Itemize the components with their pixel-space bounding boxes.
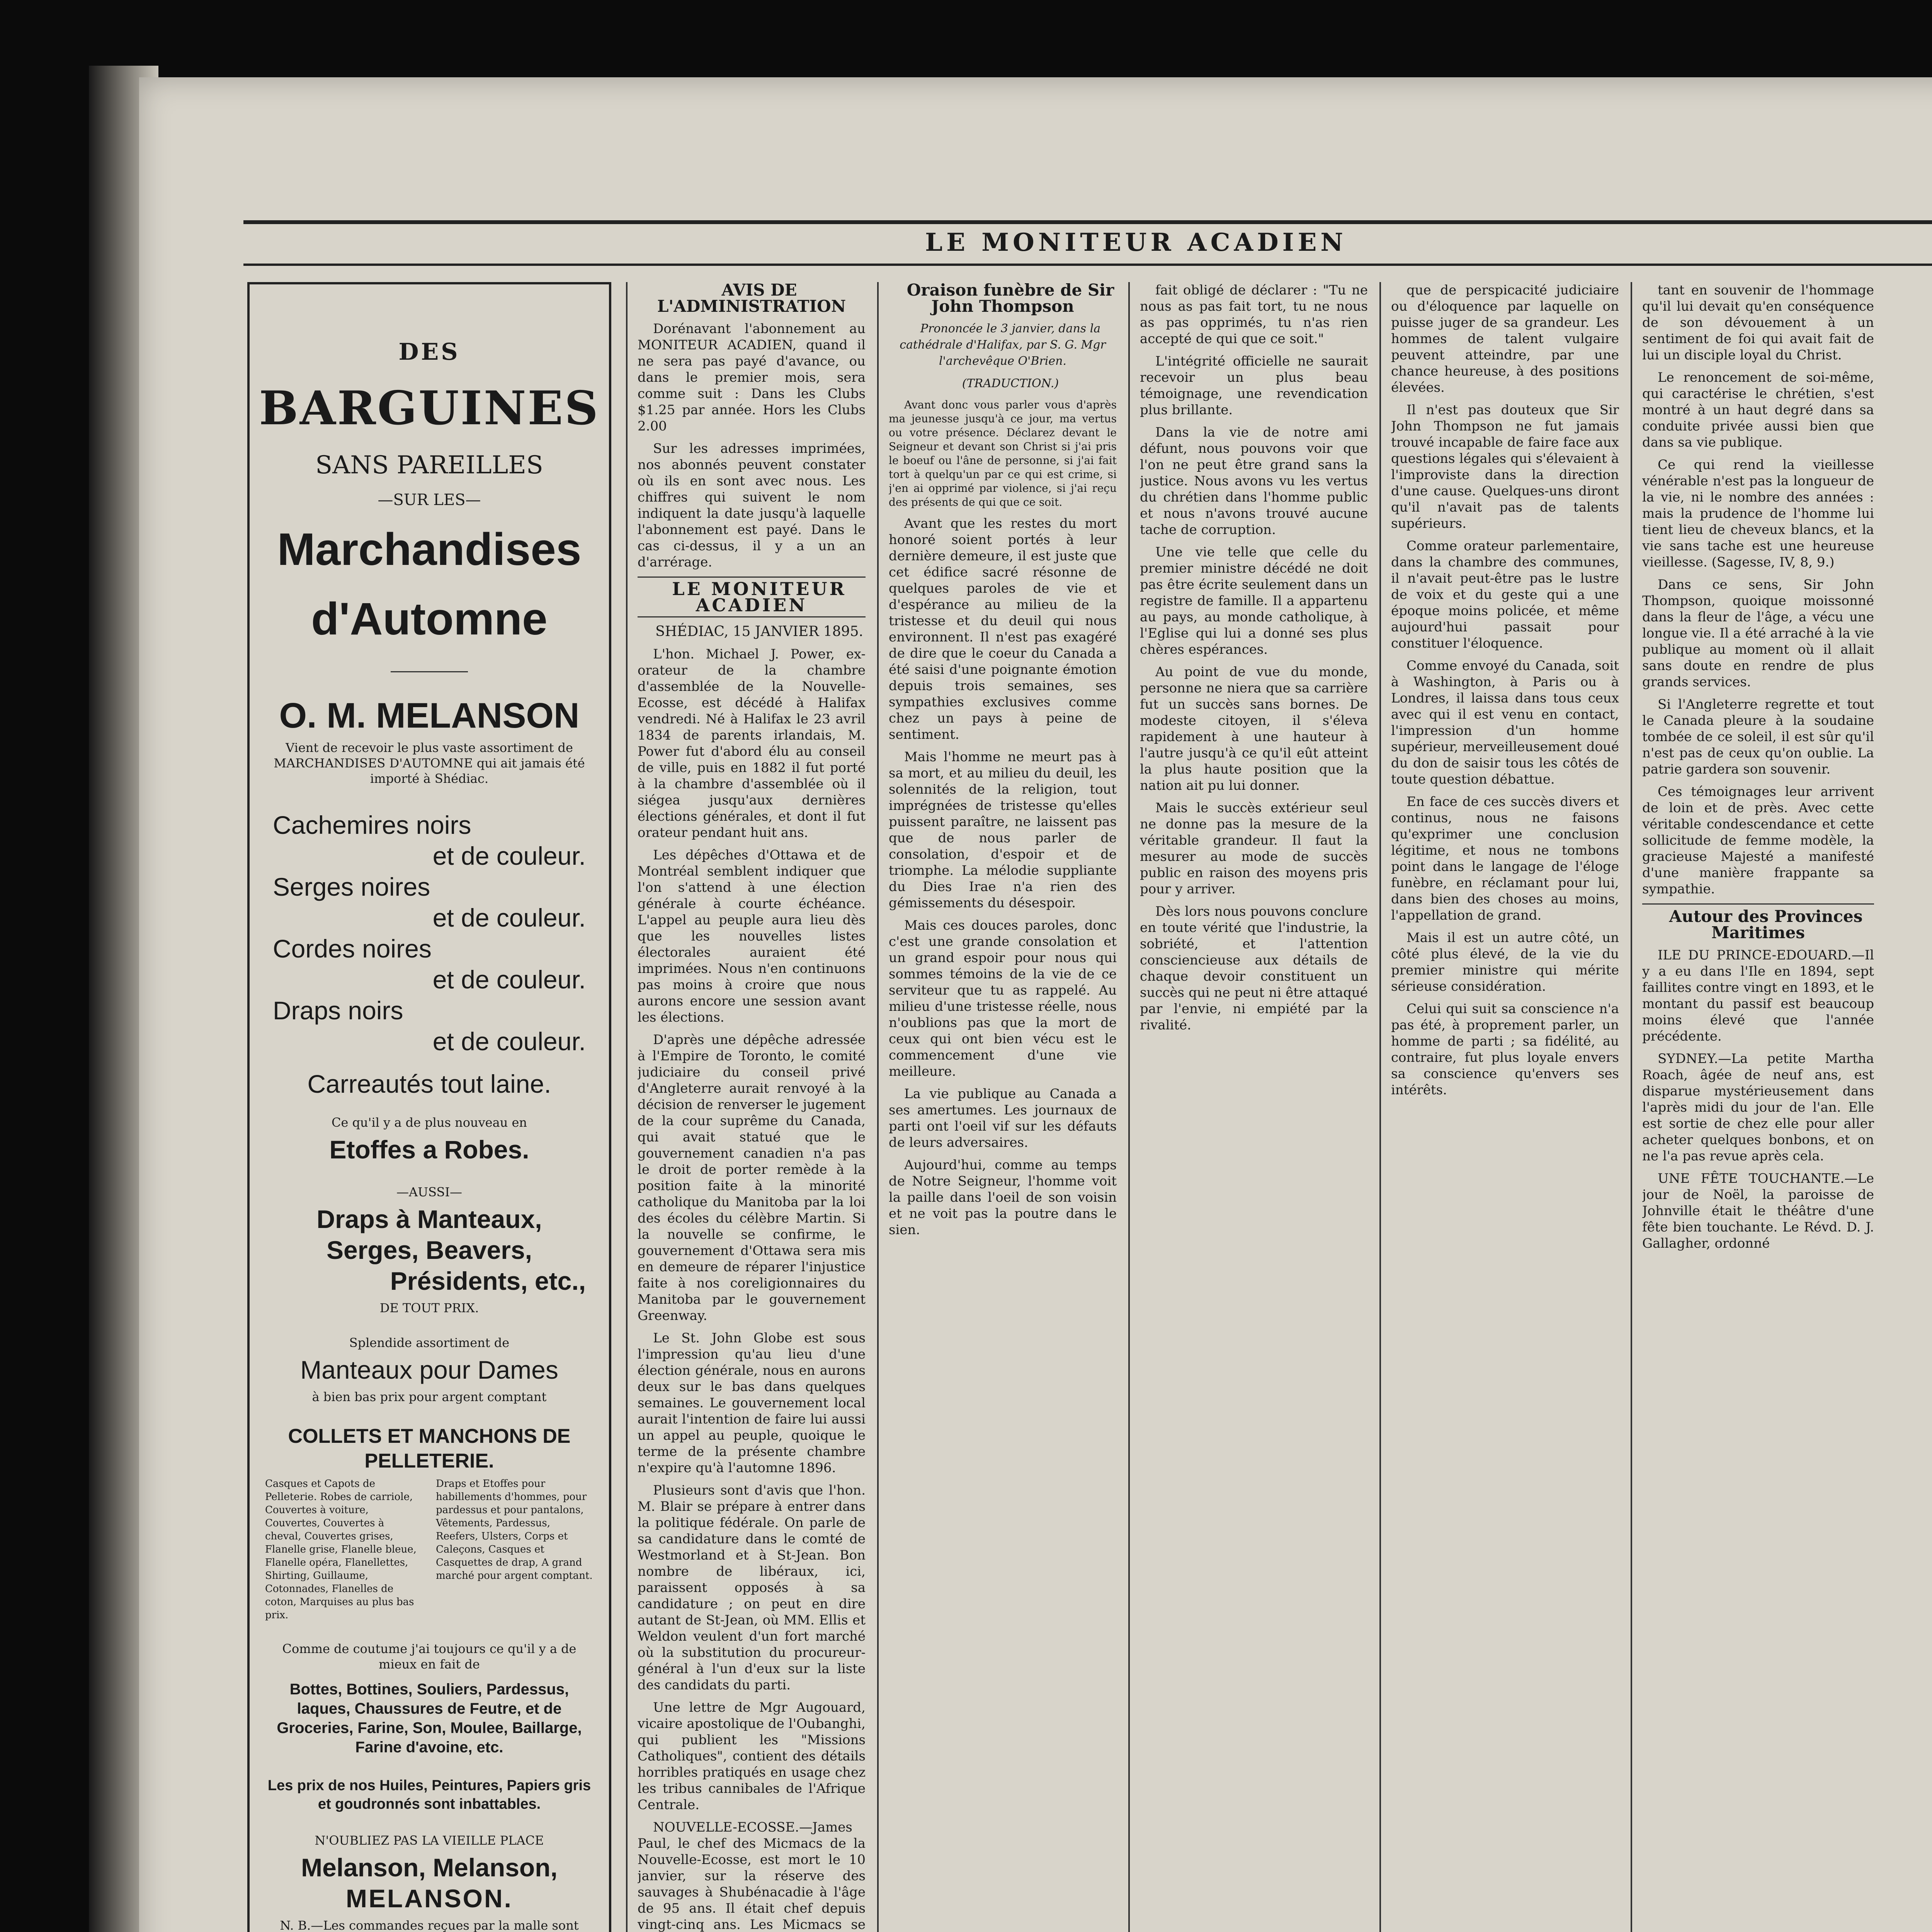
masthead-rule-bottom <box>243 264 1932 266</box>
oraison-traduction: (TRADUCTION.) <box>962 377 1059 390</box>
col4-paragraph-4: Une vie telle que celle du premier ministre décédé ne doit pas être écrite seulement dans un registre de famille. Il a appartenu au pays, au monde catholique, à l'Eglise qui lui a donné ses plus chères espérances. <box>1140 544 1368 657</box>
ad-cordes: Cordes noires <box>273 934 432 963</box>
ad-etoffes: Etoffes a Robes. <box>329 1135 529 1164</box>
col4-paragraph-6: Mais le succès extérieur seul ne donne pas la mesure de la véritable grandeur. Il faut la mesurer au mode de succès public en raison des moyens pris pour y arriver. <box>1140 800 1368 897</box>
column-5 <box>1391 282 1619 1932</box>
ad-nouveau: Ce qu'il y a de plus nouveau en <box>331 1115 527 1130</box>
ad-divider <box>391 671 468 672</box>
ad-collets: COLLETS ET MANCHONS DE PELLETERIE. <box>288 1425 571 1472</box>
col6-paragraph-2: Le renoncement de soi-même, qui caractérise le chrétien, s'est montré à un haut degré dans sa conduite privée aussi bien que dans sa vie publique. <box>1642 370 1874 450</box>
col2-paragraph-2: Les dépêches d'Ottawa et de Montréal semblent indiquer que l'on s'attend à une élection générale à courte échéance. L'appel au peuple aura lieu dès que les nouvelles listes électorales auraient été imprimées. Nous n'en continuons pas moins à croire que nous aurons encore une session avant les élections. <box>638 847 866 1025</box>
col2-paragraph-5: Plusieurs sont d'avis que l'hon. M. Blair se prépare à entrer dans la politique fédérale. On parle de sa candidature dans le comté de Westmorland et à St-Jean. Bon nombre de libéraux, ici, paraissent opposés à sa candidature ; on peut en dire autant de St-Jean, où MM. Ellis et Weldon veulent d'un fort marché où la substitution du procureur-général à l'un d'eux sur la liste des candidats du parti. <box>638 1483 866 1693</box>
oraison-subheading: Prononcée le 3 janvier, dans la cathédrale d'Halifax, par S. G. Mgr l'archevêque O'Brien. <box>900 322 1106 368</box>
ad-melanson-1: Melanson, Melanson, <box>301 1853 558 1882</box>
ad-sans-pareilles: SANS PAREILLES <box>315 451 543 480</box>
inner-masthead: LE MONITEUR ACADIEN <box>638 577 866 617</box>
ad-serges: Serges noires <box>273 872 430 901</box>
ad-presidents: Présidents, etc., <box>390 1267 586 1295</box>
ad-automne: d'Automne <box>311 594 548 645</box>
ad-huiles: Les prix de nos Huiles, Peintures, Papiers gris et goudronnés sont inbattables. <box>267 1777 591 1812</box>
col4-paragraph-2: L'intégrité officielle ne saurait recevoir un plus beau témoignage, une revendication plus brillante. <box>1140 354 1368 418</box>
col6-paragraph-5: Si l'Angleterre regrette et tout le Canada pleure à la soudaine tombée de ce soleil, il est sûr qu'il n'est pas de ceux qu'on oublie. La patrie gardera son souvenir. <box>1642 697 1874 777</box>
col2-paragraph-1: L'hon. Michael J. Power, ex-orateur de la chambre d'assemblée de la Nouvelle-Ecosse, est décédé à Halifax vendredi. Né à Halifax le 23 avril 1834 de parents irlandais, M. Power fut d'abord élu au conseil de ville, puis en 1882 il fut porté à la chambre d'assemblée où il siégea jusqu'aux dernières élections générales, et dont il fut orateur pendant huit ans. <box>638 646 866 840</box>
ad-draps: Draps noirs <box>273 996 403 1025</box>
col4-paragraph-1: fait obligé de déclarer : "Tu ne nous as pas fait tort, tu ne nous as pas opprimés, tu n'as rien accepté de qui que ce soit." <box>1140 282 1368 347</box>
col3-paragraph-6: Aujourd'hui, comme au temps de Notre Seigneur, l'homme voit la paille dans l'oeil de son voisin et ne voit pas la poutre dans le sien. <box>889 1157 1117 1238</box>
dateline: SHÉDIAC, 15 JANVIER 1895. <box>655 624 863 639</box>
ad-bas-prix: à bien bas prix pour argent comptant <box>312 1389 547 1404</box>
ad-manteaux: Manteaux pour Dames <box>300 1355 558 1384</box>
col5-paragraph-4: Comme envoyé du Canada, soit à Washington, à Paris ou à Londres, il laissa dans tous ceux avec qui il est venu en contact, l'impression d'un homme supérieur, merveilleusement doué du don de saisir tous les côtés de toute question débattue. <box>1391 658 1619 787</box>
ad-list-left: Casques et Capots de Pelleterie. Robes de carriole, Couvertes à voiture, Couvertes, Couvertes à cheval, Couvertes grises, Flanelle grise, Flanelle bleue, Flanelle opéra, Flanellettes, Shirting, Guillaume, Cotonnades, Flanelles de coton, Marquises au plus bas prix. <box>265 1478 417 1621</box>
column-3 <box>889 282 1117 1932</box>
col3-paragraph-2: Avant que les restes du mort honoré soient portés à leur dernière demeure, il est juste que cet édifice sacré résonne de quelques paroles de vie et d'espérance au milieu de la tristesse et du deuil qui nous environnent. Il n'est pas exagéré de dire que le coeur du Canada a été saisi d'une poignante émotion depuis trois semaines, ses sympathies exclusives comme chez un pays à peine de sentiment. <box>889 516 1117 742</box>
column-rule-1 <box>626 282 628 1932</box>
ad-list-right: Draps et Etoffes pour habillements d'hommes, pour pardessus et pour pantalons, Vêtements, Pardessus, Reefers, Ulsters, Corps et Caleçons, Casques et Casquettes de drap, A grand marché pour argent comptant. <box>436 1478 593 1582</box>
ad-comme: Comme de coutume j'ai toujours ce qu'il y a de mieux en fait de <box>282 1641 577 1672</box>
ad-aussi: —AUSSI— <box>396 1185 462 1199</box>
col2-paragraph-7: NOUVELLE-ECOSSE.—James Paul, le chef des Micmacs de la Nouvelle-Ecosse, est mort le 10 janvier, sur la réserve des sauvages à Shubénacadie à l'âge de 95 ans. Il était chef depuis vingt-cinq ans. Les Micmacs se <box>638 1820 866 1932</box>
col3-paragraph-4: Mais ces douces paroles, donc c'est une grande consolation et un grand espoir pour nous qui sommes témoins de la vie de ce serviteur que tu as rappelé. Au milieu d'une tristesse réelle, nous n'oublions pas que la mort de ceux qui ont bien vécu est le commencement d'une vie meilleure. <box>889 918 1117 1079</box>
ad-serges-beavers: Serges, Beavers, <box>326 1236 532 1264</box>
column-rule-2 <box>877 282 879 1932</box>
ad-couleur-1: et de couleur. <box>432 842 586 870</box>
col3-paragraph-3: Mais l'homme ne meurt pas à sa mort, et au milieu du deuil, les solennités de la religion, tout imprégnées de tristesse qu'elles puissent paraître, ne laissent pas que de nous parler de consolation, d'espoir et de triomphe. La mélodie suppliante du Dies Irae n'a rien des gémissements du désespoir. <box>889 749 1117 911</box>
col5-paragraph-3: Comme orateur parlementaire, dans la chambre des communes, il n'avait peut-être pas le lustre de voix et du geste qui a une époque moins policée, et même aujourd'hui passait pour constituer l'éloquence. <box>1391 538 1619 651</box>
col4-paragraph-3: Dans la vie de notre ami défunt, nous pouvons voir que l'on ne peut être grand sans la justice. Nous avons vu les vertus du chrétien dans l'homme public et nous n'avons trouvé aucune tache de corruption. <box>1140 425 1368 537</box>
col3-paragraph-1: Avant donc vous parler vous d'après ma jeunesse jusqu'à ce jour, ma vertus ou votre présence. Déclarez devant le Seigneur et devant son Christ si j'ai pris le boeuf ou l'âne de personne, si j'ai fait tort à quelqu'un par ce qui est crime, si j'en ai opprimé par violence, si j'ai reçu des présents de qui que ce soit. <box>889 398 1117 509</box>
column-6 <box>1642 282 1874 1932</box>
ad-barguines: BARGUINES <box>259 381 600 435</box>
avis-paragraph-1: Dorénavant l'abonnement au MONITEUR ACADIEN, quand il ne sera pas payé d'avance, ou dans le premier mois, sera comme suit : Dans les Clubs $1.25 par année. Hors les Clubs 2.00 <box>638 321 866 434</box>
masthead <box>243 220 1932 267</box>
ad-merchant-name: O. M. MELANSON <box>279 696 580 735</box>
col5-paragraph-6: Mais il est un autre côté, un côté plus élevé, de la vie du premier ministre qui mérite sérieuse considération. <box>1391 930 1619 994</box>
ad-sur-les: —SUR LES— <box>378 491 481 509</box>
col6-paragraph-8: SYDNEY.—La petite Martha Roach, âgée de neuf ans, est disparue mystérieusement dans l'après midi du jour de l'an. Elle est sortie de chez elle pour aller acheter quelques bonbons, et on ne l'a pas revue après cela. <box>1642 1051 1874 1164</box>
autour-heading: Autour des Provinces Maritimes <box>1642 903 1874 941</box>
column-rule-3 <box>1128 282 1130 1932</box>
ad-bottes: Bottes, Bottines, Souliers, Pardessus, laques, Chaussures de Feutre, et de Groceries, Farine, Son, Moulee, Baillarge, Farine d'avoine, etc. <box>277 1681 582 1756</box>
col6-paragraph-3: Ce qui rend la vieillesse vénérable n'est pas la longueur de la vie, ni le nombre des années : mais la prudence de l'homme lui tient lieu de cheveux blancs, et la vie sans tache est une heureuse vieillesse. (Sagesse, IV, 8, 9.) <box>1642 457 1874 570</box>
col5-paragraph-7: Celui qui suit sa conscience n'a pas été, à proprement parler, un homme de parti ; sa fidélité, au contraire, fut plus loyale envers sa conscience qu'envers ses intérêts. <box>1391 1001 1619 1098</box>
column-4 <box>1140 282 1368 1932</box>
col2-paragraph-3: D'après une dépêche adressée à l'Empire de Toronto, le comité judiciaire du conseil privé d'Angleterre aurait renvoyé à la décision de renverser le jugement de la cour suprême du Canada, qui avait statué que le gouvernement canadien n'a pas le droit de porter remède à la position faite à la minorité catholique du Manitoba par la loi des écoles du célèbre Martin. Si la nouvelle se confirme, le gouvernement d'Ottawa sera mis en demeure de réparer l'injustice faite à nos coreligionnaires du Manitoba par le gouvernement Greenway. <box>638 1032 866 1323</box>
col6-paragraph-4: Dans ce sens, Sir John Thompson, quoique moissonné dans la fleur de l'âge, a vécu une longue vie. Il a été arraché à la vie publique au moment où il allait sans doute en rendre de plus grands services. <box>1642 577 1874 690</box>
column-2 <box>638 282 866 1932</box>
masthead-title: LE MONITEUR ACADIEN <box>925 228 1347 257</box>
ad-melanson-2: MELANSON. <box>346 1884 513 1913</box>
ad-couleur-3: et de couleur. <box>432 965 586 994</box>
ad-couleur-2: et de couleur. <box>432 903 586 932</box>
ad-draps-manteaux: Draps à Manteaux, <box>316 1205 542 1233</box>
ad-des: DES <box>398 338 460 366</box>
ad-oubliez: N'OUBLIEZ PAS LA VIEILLE PLACE <box>315 1833 544 1848</box>
col6-paragraph-1: tant en souvenir de l'hommage qu'il lui devait qu'en conséquence de son dévouement à un sentiment de foi qui avait fait de lui un disciple loyal du Christ. <box>1642 282 1874 363</box>
col2-paragraph-4: Le St. John Globe est sous l'impression qu'au lieu d'une élection générale, nous en aurons deux sur le bas dans quelques semaines. Le gouvernement local aurait l'intention de faire lui aussi un appel au peuple, quoique le terme de la présente chambre n'expire qu'à l'automne 1896. <box>638 1330 866 1476</box>
melanson-advertisement <box>247 282 611 1932</box>
col5-paragraph-2: Il n'est pas douteux que Sir John Thompson ne fut jamais trouvé incapable de faire face aux questions légales qui s'élevaient à l'improviste dans la direction d'une cause. Quelques-uns diront qu'il n'avait pas de talents supérieurs. <box>1391 402 1619 531</box>
ad-marchandises: Marchandises <box>277 524 582 575</box>
ad-merchant-sub: Vient de recevoir le plus vaste assortiment de MARCHANDISES D'AUTOMNE qui ait jamais été importé à Shédiac. <box>274 740 585 786</box>
col6-paragraph-7: ILE DU PRINCE-EDOUARD.—Il y a eu dans l'Ile en 1894, sept faillites contre vingt en 1893, et le montant du passif est beaucoup moins élevé que l'année précédente. <box>1642 947 1874 1044</box>
ad-cachemires: Cachemires noirs <box>273 811 471 839</box>
oraison-heading: Oraison funèbre de Sir John Thompson <box>906 282 1114 316</box>
col4-paragraph-7: Dès lors nous pouvons conclure en toute vérité que l'industrie, la sobriété, et l'attention consciencieuse aux détails de chaque devoir constituent un succès qui ne peut ni être attaqué par l'envie, ni empiété par la rivalité. <box>1140 904 1368 1033</box>
ad-carreautes: Carreautés tout laine. <box>307 1070 551 1098</box>
col2-paragraph-6: Une lettre de Mgr Augouard, vicaire apostolique de l'Oubanghi, qui publient les "Missions Catholiques", contient des détails horribles pratiqués en usage chez les tribus cannibales de l'Afrique Centrale. <box>638 1700 866 1813</box>
col3-paragraph-5: La vie publique au Canada a ses amertumes. Les journaux de parti ont l'oeil vif sur les défauts de leurs adversaires. <box>889 1086 1117 1150</box>
avis-heading: AVIS DE L'ADMINISTRATION <box>657 282 846 316</box>
ad-product-list <box>250 1473 609 1626</box>
masthead-rule-top <box>243 220 1932 224</box>
ad-tout-prix: DE TOUT PRIX. <box>379 1301 479 1315</box>
avis-paragraph-2: Sur les adresses imprimées, nos abonnés peuvent constater où ils en sont avec nous. Les chiffres qui suivent le nom indiquent la date jusqu'à laquelle l'abonnement est payé. Dans le cas ci-dessus, il y a un an d'arrérage. <box>638 441 866 570</box>
column-rule-4 <box>1379 282 1381 1932</box>
col5-paragraph-5: En face de ces succès divers et continus, nous ne faisons qu'exprimer une conclusion légitime, et nous ne tombons point dans le langage de l'éloge funèbre, en réclamant pour lui, dans bien des choses au moins, l'appellation de grand. <box>1391 794 1619 923</box>
col6-paragraph-9: UNE FÊTE TOUCHANTE.—Le jour de Noël, la paroisse de Johnville était le théâtre d'une fête bien touchante. Le Révd. D. J. Gallagher, ordonné <box>1642 1171 1874 1251</box>
ad-couleur-4: et de couleur. <box>432 1027 586 1056</box>
column-rule-5 <box>1631 282 1632 1932</box>
col4-paragraph-5: Au point de vue du monde, personne ne niera que sa carrière fut un succès sans bornes. De modeste citoyen, il s'éleva rapidement à une hauteur à l'autre jusqu'à ce qu'il eût atteint la plus haute position que la nation ait pu lui donner. <box>1140 664 1368 793</box>
col5-paragraph-1: que de perspicacité judiciaire ou d'éloquence par laquelle on puisse juger de sa grandeur. Les hommes de talent vulgaire peuvent atteindre, par une chance heureuse, à des positions élevées. <box>1391 282 1619 395</box>
col6-paragraph-6: Ces témoignages leur arrivent de loin et de près. Avec cette véritable condescendance et cette sollicitude de femme modèle, la gracieuse Majesté a manifesté d'une manière frappante sa sympathie. <box>1642 784 1874 897</box>
ad-splendide: Splendide assortiment de <box>349 1335 510 1350</box>
ad-nb: N. B.—Les commandes reçues par la malle sont <box>280 1918 579 1932</box>
